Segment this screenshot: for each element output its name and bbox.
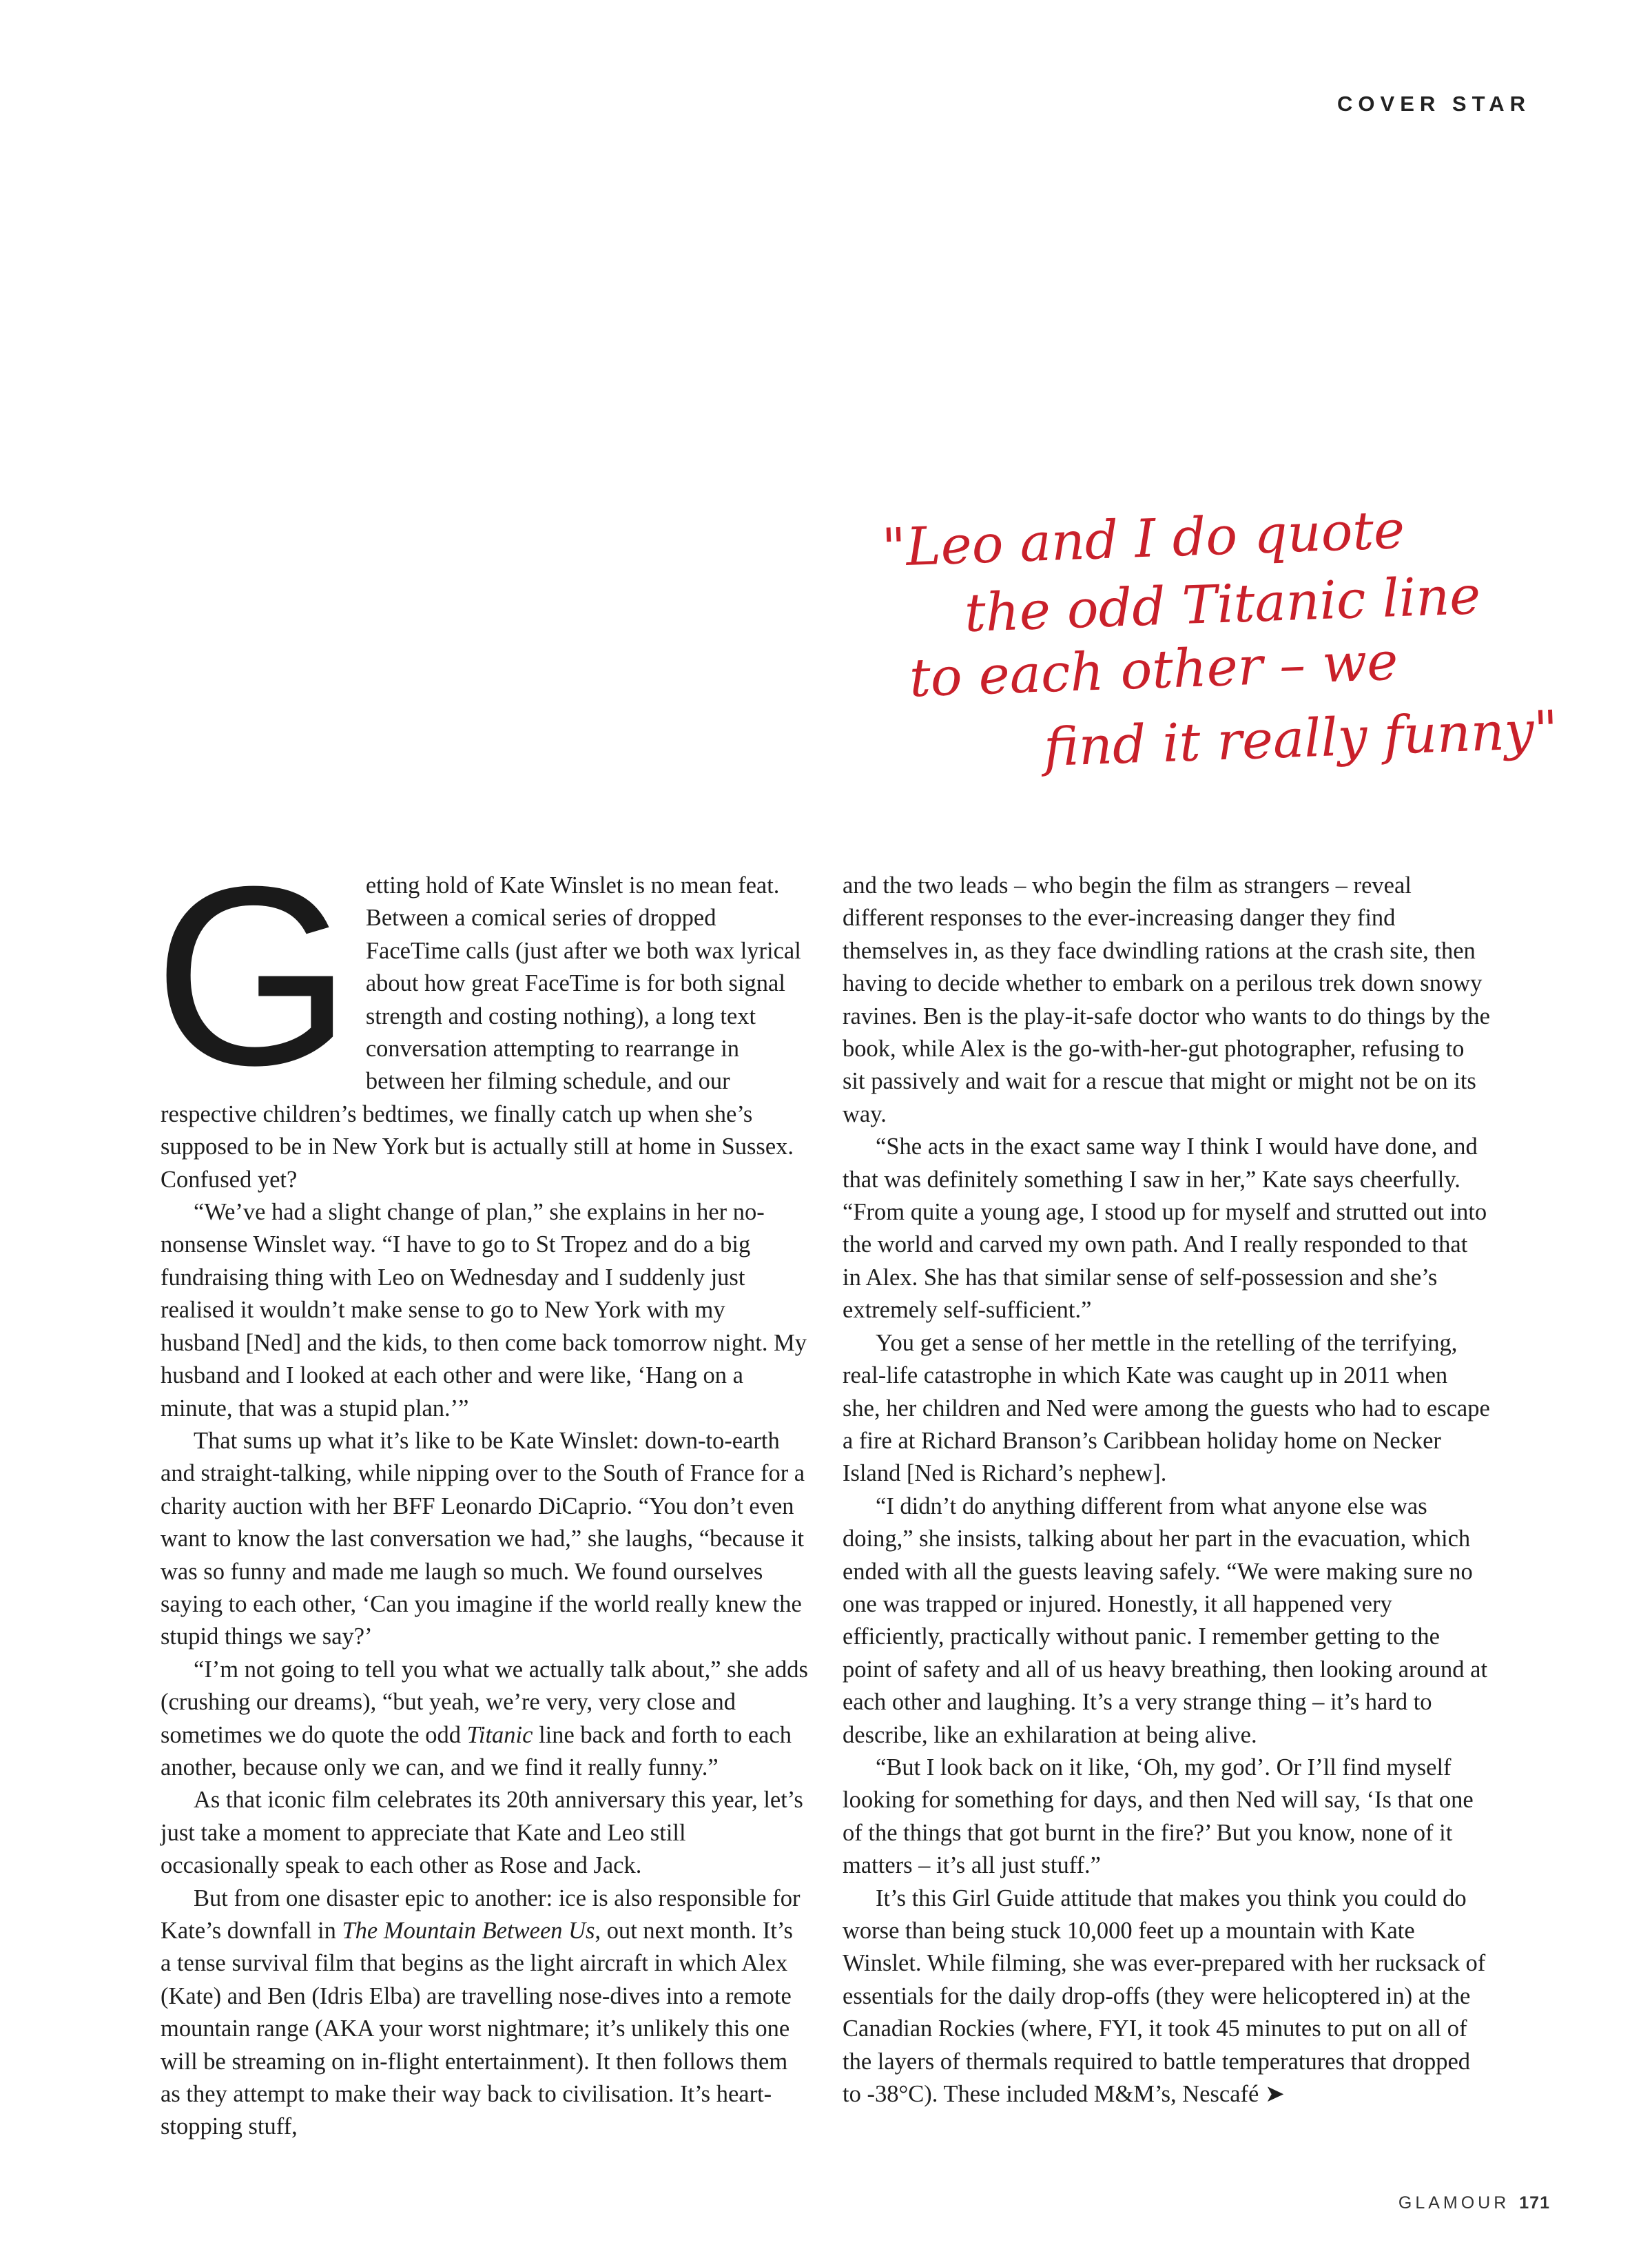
magazine-name: GLAMOUR xyxy=(1398,2193,1510,2213)
section-label: COVER STAR xyxy=(1337,92,1531,116)
pullquote-line-2: the odd Titanic line xyxy=(963,564,1482,644)
drop-cap: G xyxy=(154,834,352,1118)
article-paragraph xyxy=(161,1654,808,1785)
article-paragraph: “We’ve had a slight change of plan,” she explains in her no-nonsense Winslet way. “I have to go to St Tropez and do a big fundraising thing with Leo on Wednesday and I suddenly just realised it wouldn’t make sense to go to New York with my husband [Ned] and the kids, to then come back tomorrow night. My husband and I looked at each other and were like, ‘Hang on a minute, that was a stupid plan.’” xyxy=(161,1199,807,1422)
paragraph-text: It’s this Girl Guide attitude that makes you think you could do worse than being stuck 10,000 feet up a mountain with Kate Winslet. While filming, she was ever-prepared with her rucksack of essentials for the daily drop-offs (they were helicoptered in) at the Canadian Rockies (where, FYI, it took 45 minutes to put on all of the layers of thermals required to battle temperatures that dropped to -38°C). These included M&M’s, Nescafé xyxy=(843,1885,1486,2108)
article-paragraph: “She acts in the exact same way I think I would have done, and that was definitely something I saw in her,” Kate says cheerfully. “From quite a young age, I stood up for myself and strutted out into the world and carved my own path. And I really responded to that in Alex. She has that similar sense of self-possession and she’s extremely self-sufficient.” xyxy=(843,1133,1487,1324)
continue-arrow-icon: ➤ xyxy=(1264,2081,1285,2108)
paragraph-text: etting hold of Kate Winslet is no mean feat. Between a comical series of dropped FaceTime calls (just after we both wax lyrical about how great FaceTime is for both signal strength and costing nothing), a long text conversation attempting to rearrange in between her filming schedule, and our respective children’s bedtimes, we finally catch up when she’s supposed to be in New York but is actually still at home in Sussex. Confused yet? xyxy=(161,872,801,1193)
film-title: Titanic xyxy=(466,1721,533,1748)
article-paragraph: You get a sense of her mettle in the retelling of the terrifying, real-life catastrophe in which Kate was caught up in 2011 when she, her children and Ned were among the guests who had to escape a fire at Richard Branson’s Caribbean holiday home on Necker Island [Ned is Richard’s nephew]. xyxy=(843,1329,1490,1487)
page-number: 171 xyxy=(1519,2193,1550,2213)
handwritten-pullquote xyxy=(868,498,1559,799)
paragraph-text: “I’m not going to tell you what we actually talk about,” she adds (crushing our dreams), “but yeah, we’re very, very close and sometimes we do quote the odd xyxy=(161,1656,808,1748)
article-paragraph xyxy=(154,834,808,1196)
pullquote-line-1: "Leo and I do quote xyxy=(880,498,1406,579)
article-paragraph: As that iconic film celebrates its 20th anniversary this year, let’s just take a moment to appreciate that Kate and Leo still occasionally speak to each other as Rose and Jack. xyxy=(161,1787,803,1879)
article-paragraph: “I didn’t do anything different from what anyone else was doing,” she insists, talking about her part in the evacuation, which ended with all the guests leaving safely. “We were making sure no one was trapped or injured. Honestly, it all happened very efficiently, practically without panic. I remember getting to the point of safety and all of us heavy breathing, then looking around at each other and laughing. It’s a very strange thing – it’s hard to describe, like an exhilaration at being alive. xyxy=(843,1492,1488,1748)
article-paragraph xyxy=(161,1882,808,2144)
article-column-left xyxy=(154,834,808,2144)
paragraph-text: , out next month. It’s a tense survival film that begins as the light aircraft in which Alex (Kate) and Ben (Idris Elba) are travelling nose-dives into a remote mountain range (AKA your worst nightmare; it’s unlikely this one will be streaming on in-flight entertainment). It then follows them as they attempt to make their way back to civilisation. It’s heart-stopping stuff, xyxy=(161,1918,793,2140)
paragraph-text: line back and forth to each another, because only we can, and we find it really funny.” xyxy=(161,1721,792,1781)
paragraph-text: But from one disaster epic to another: ice is also responsible for Kate’s downfall in xyxy=(161,1885,801,1944)
pullquote-line-3: to each other – we xyxy=(908,630,1399,709)
article-paragraph xyxy=(843,1882,1490,2111)
article-paragraph: That sums up what it’s like to be Kate Winslet: down-to-earth and straight-talking, while nipping over to the South of France for a charity auction with her BFF Leonardo DiCaprio. “You don’t even want to know the last conversation we had,” she laughs, “because it was so funny and made me laugh so much. We found ourselves saying to each other, ‘Can you imagine if the world really knew the stupid things we say?’ xyxy=(161,1427,805,1650)
page-footer xyxy=(1398,2193,1550,2213)
pullquote-line-4: find it really funny" xyxy=(1042,698,1559,779)
article-paragraph: “But I look back on it like, ‘Oh, my god’. Or I’ll find myself looking for something for days, and then Ned will say, ‘Is that one of the things that got burnt in the fire?’ But you know, none of it matters – it’s all just stuff.” xyxy=(843,1754,1474,1879)
article-paragraph: and the two leads – who begin the film as strangers – reveal different responses to the ever-increasing danger they find themselves in, as they face dwindling rations at the crash site, then having to decide whether to embark on a perilous trek down snowy ravines. Ben is the play-it-safe doctor who wants to do things by the book, while Alex is the go-with-her-gut photographer, refusing to sit passively and wait for a rescue that might or might not be on its way. xyxy=(843,872,1490,1127)
article-column-right xyxy=(843,870,1490,2111)
film-title: The Mountain Between Us xyxy=(342,1918,595,1944)
